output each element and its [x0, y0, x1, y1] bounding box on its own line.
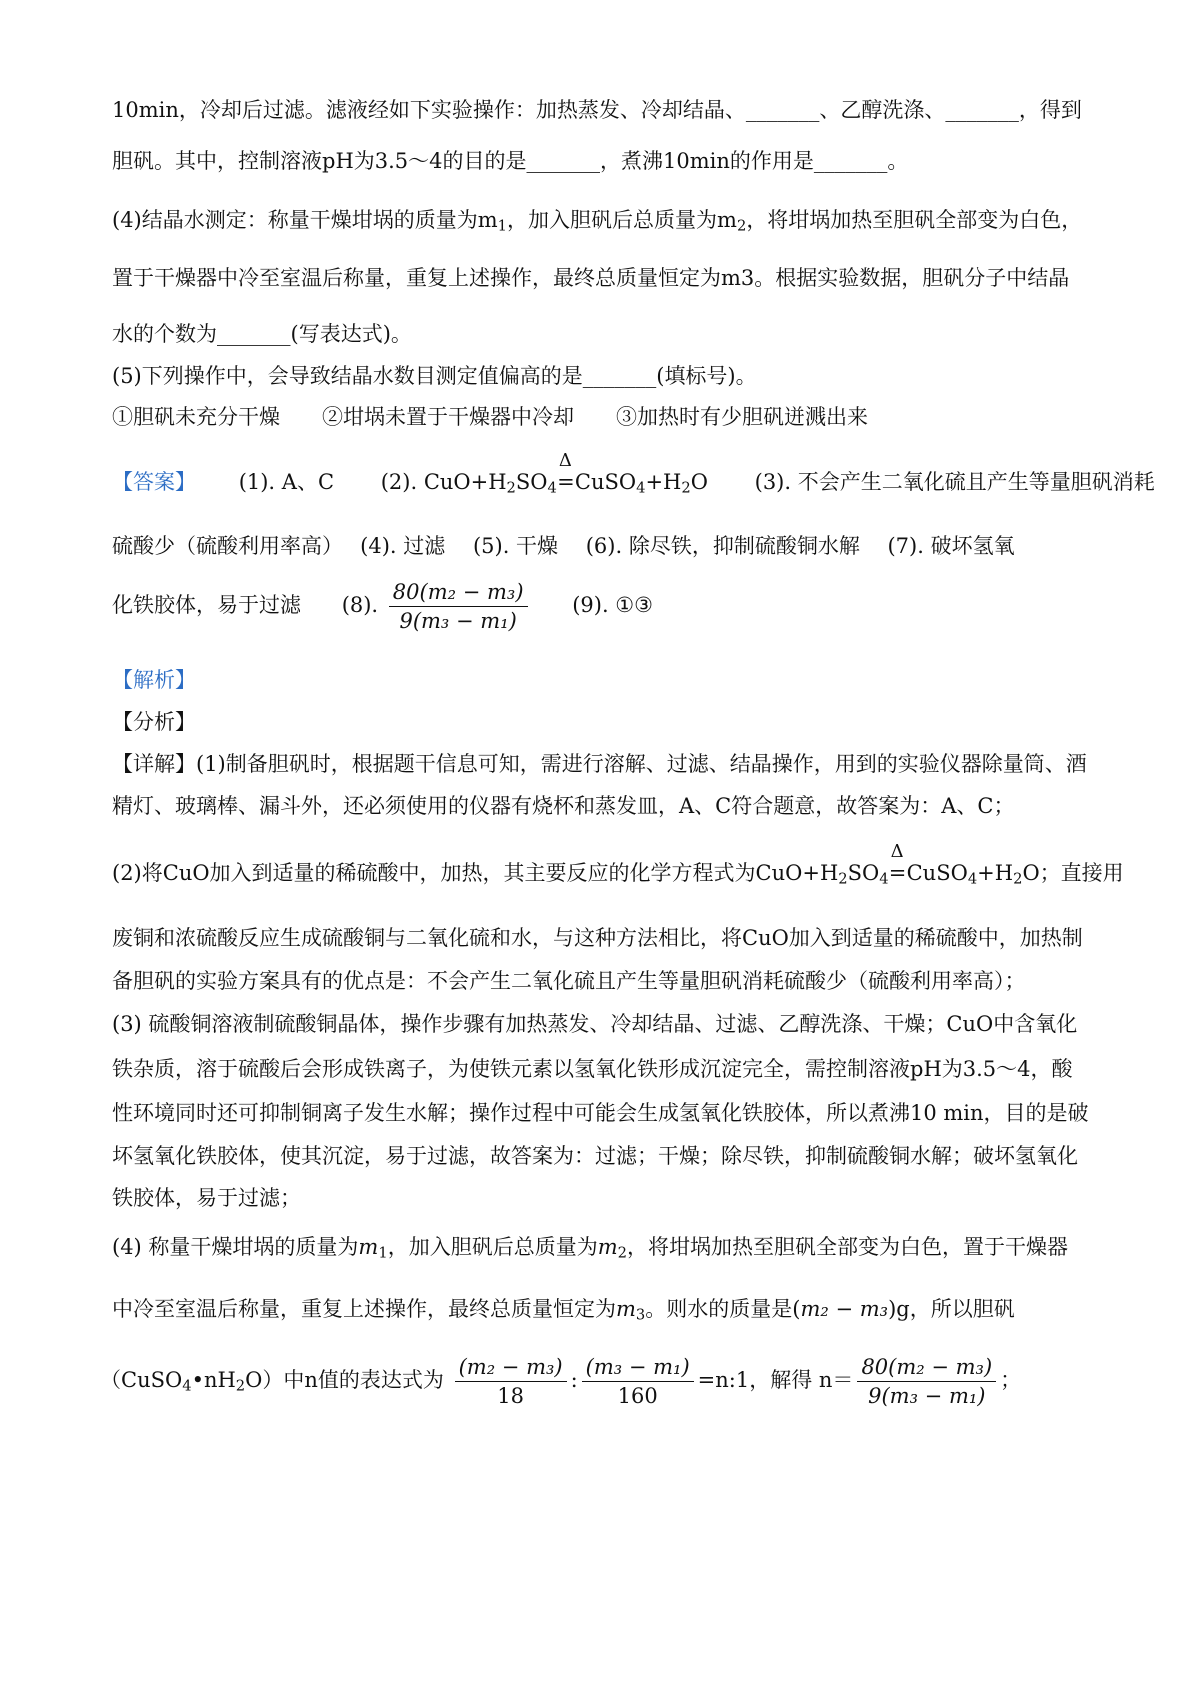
text-line: 铁杂质，溶于硫酸后会形成铁离子，为使铁元素以氢氧化铁形成沉淀完全，需控制溶液pH为3.5～4，酸 [112, 1057, 1073, 1081]
n-expression-line: $(CuSO_4•nH_2O)$中n值的表达式为 $\frac{\text{(m₂ − m₃)}}{18}$ : $\frac{\text{(m₃ − m₁)}}{160}$ =n:1，解得 n＝ $\frac{\text{80(m₂ − m₃)}}{\text{9(m₃ − m₁)}}$ ； [100, 1355, 1022, 1408]
text-line: 废铜和浓硫酸反应生成硫酸铜与二氧化硫和水，与这种方法相比，将CuO加入到适量的稀硫酸中，加热制 [112, 926, 1083, 950]
detail-4-line: (4) 称量干燥坩埚的质量为$m_1$，加入胆矾后总质量为$m_2$，将坩埚加热至胆矾全部变为白色，置于干燥器 [112, 1235, 1068, 1262]
text-line: 【详解】(1)制备胆矾时，根据题干信息可知，需进行溶解、过滤、结晶操作，用到的实验仪器除量筒、酒 [112, 752, 1087, 776]
text-line: 坏氢氧化铁胶体，使其沉淀，易于过滤，故答案为：过滤；干燥；除尽铁，抑制硫酸铜水解；破坏氢氧化 [112, 1144, 1078, 1168]
answer-formula-line: 化铁胶体，易于过滤 (8). $\frac{\text{80(m₂ − m₃)}}{\text{9(m₃ − m₁)}}$ (9). ①③ [112, 580, 653, 633]
analysis-tag: 【解析】 [112, 668, 196, 692]
answer-line: 【答案】 (1). A、C (2). $CuO+H_2SO_4$ Δ $=CuSO_4+H_2O$ (3). 不会产生二氧化硫且产生等量胆矾消耗 [112, 450, 1155, 497]
text-line: 【分析】 [112, 710, 196, 734]
equation-line: (2)将CuO加入到适量的稀硫酸中，加热，其主要反应的化学方程式为$CuO+H_2SO_4$ Δ $=CuSO_4+H_2O$；直接用 [112, 841, 1124, 888]
n-fraction: $\frac{\text{80(m₂ − m₃)}}{\text{9(m₃ − m₁)}}$ [857, 1355, 996, 1408]
text-line: (3) 硫酸铜溶液制硫酸铜晶体，操作步骤有加热蒸发、冷却结晶、过滤、乙醇洗涤、干燥；CuO中含氧化 [112, 1012, 1078, 1036]
heat-condition: Δ = [557, 450, 575, 494]
cuso4-fraction: $\frac{\text{(m₃ − m₁)}}{160}$ [582, 1355, 694, 1408]
answer-tag: 【答案】 [112, 470, 196, 494]
text-line: 精灯、玻璃棒、漏斗外，还必须使用的仪器有烧杯和蒸发皿，A、C符合题意，故答案为：A、C； [112, 794, 1015, 818]
text-line: 胆矾。其中，控制溶液pH为3.5～4的目的是_______，煮沸10min的作用是_______。 [112, 149, 909, 173]
detail-4-line: 中冷至室温后称量，重复上述操作，最终总质量恒定为$m_3$。则水的质量是(m₂ − m₃)g，所以胆矾 [112, 1297, 1015, 1324]
heat-condition: Δ = [888, 841, 907, 885]
text-line: 性环境同时还可抑制铜离子发生水解；操作过程中可能会生成氢氧化铁胶体，所以煮沸10 min，目的是破 [112, 1101, 1089, 1125]
text-line: 置于干燥器中冷至室温后称量，重复上述操作，最终总质量恒定为m3。根据实验数据，胆矾分子中结晶 [112, 266, 1070, 290]
options-line: ①胆矾未充分干燥 ②坩埚未置于干燥器中冷却 ③加热时有少胆矾迸溅出来 [112, 405, 868, 429]
text-line: 硫酸少（硫酸利用率高） (4). 过滤 (5). 干燥 (6). 除尽铁，抑制硫酸铜水解 (7). 破坏氢氧 [112, 534, 1015, 558]
text-line: 铁胶体，易于过滤； [112, 1186, 301, 1210]
text-line: 备胆矾的实验方案具有的优点是：不会产生二氧化硫且产生等量胆矾消耗硫酸少（硫酸利用率高）； [112, 969, 1026, 993]
answer-fraction: $\frac{\text{80(m₂ − m₃)}}{\text{9(m₃ − m₁)}}$ [389, 580, 528, 633]
question-5-line: (5)下列操作中，会导致结晶水数目测定值偏高的是_______(填标号)。 [112, 364, 757, 388]
question-4-line: (4)结晶水测定：称量干燥坩埚的质量为$m_1$，加入胆矾后总质量为$m_2$，将坩埚加热至胆矾全部变为白色， [112, 208, 1083, 235]
text-line: 10min，冷却后过滤。滤液经如下实验操作：加热蒸发、冷却结晶、_______、乙醇洗涤、_______，得到 [112, 98, 1082, 122]
water-fraction: $\frac{\text{(m₂ − m₃)}}{18}$ [455, 1355, 567, 1408]
text-line: 水的个数为_______(写表达式)。 [112, 322, 412, 346]
